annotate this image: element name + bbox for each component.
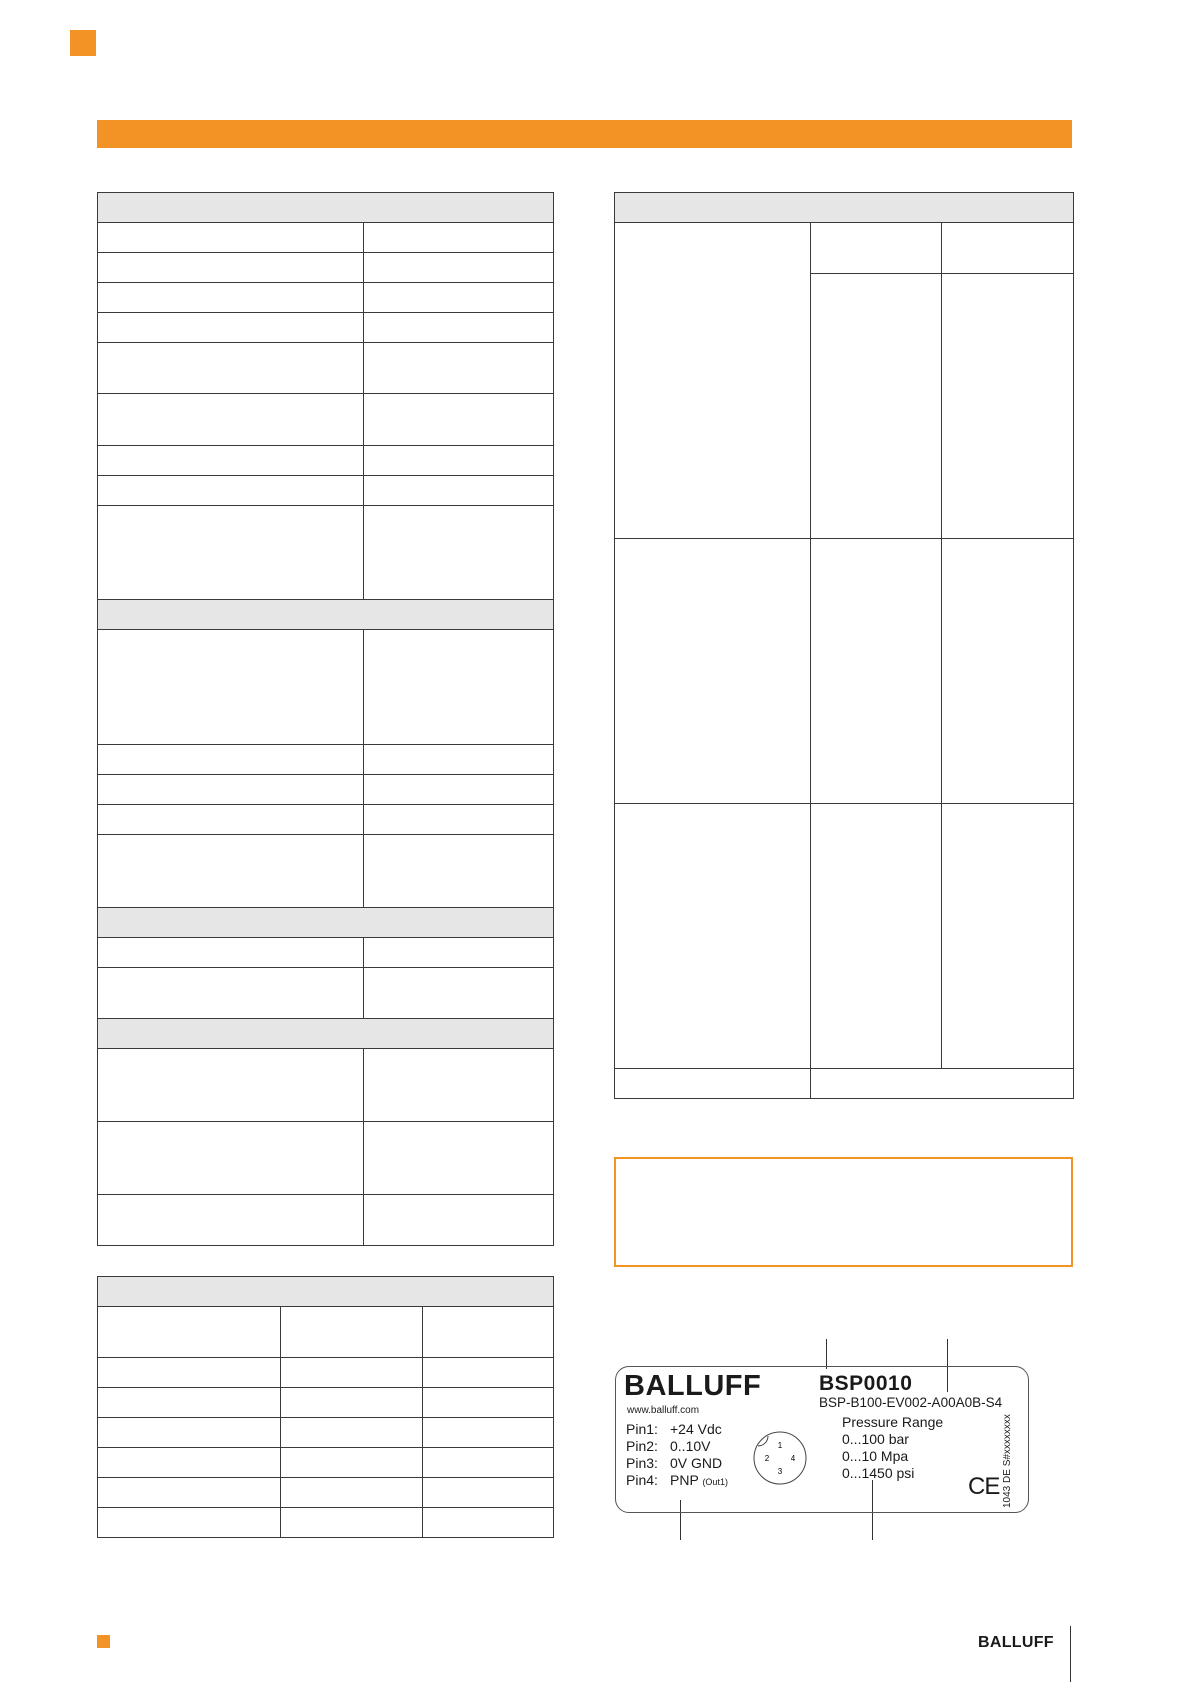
- connector-pin-4: 4: [790, 1454, 796, 1463]
- spec-table-bottom-left: [97, 1276, 554, 1538]
- pin-note: (Out1): [702, 1477, 728, 1487]
- spec-table-left: [97, 192, 554, 1246]
- pin-value: 0..10V: [670, 1438, 711, 1454]
- section-header: [98, 1019, 554, 1049]
- model-code: BSP0010: [819, 1372, 913, 1395]
- connector-outline: [754, 1432, 806, 1484]
- pin-value: PNP: [670, 1472, 699, 1488]
- connector-key: [758, 1436, 768, 1446]
- pin-label: Pin3:: [626, 1455, 658, 1471]
- section-header: [98, 1277, 554, 1307]
- pin-label: Pin4:: [626, 1472, 658, 1488]
- pin-row: [626, 1421, 722, 1437]
- connector-pin-3: 3: [777, 1467, 783, 1476]
- pin-row: [626, 1455, 722, 1471]
- brand-website: www.balluff.com: [627, 1405, 700, 1416]
- connector-pin-1: 1: [777, 1441, 783, 1450]
- corner-marker: [70, 30, 96, 56]
- pressure-range-psi: 0...1450 psi: [842, 1465, 915, 1481]
- pin-label: Pin2:: [626, 1438, 658, 1454]
- ce-mark: CE: [968, 1473, 1000, 1500]
- section-header: [98, 193, 554, 223]
- footer-divider: [1070, 1626, 1071, 1682]
- note-box: [614, 1157, 1073, 1267]
- order-code: BSP-B100-EV002-A00A0B-S4: [819, 1395, 1003, 1410]
- pin-row: [626, 1438, 710, 1454]
- brand-logo: BALLUFF: [624, 1370, 762, 1402]
- serial-number: 1043 DE S#xxxxxxxx: [1002, 1414, 1013, 1508]
- section-header: [98, 600, 554, 630]
- footer-marker: [97, 1635, 110, 1648]
- pressure-range-bar: 0...100 bar: [842, 1431, 909, 1447]
- pin-value: 0V GND: [670, 1455, 723, 1471]
- section-header: [615, 193, 1074, 223]
- pin-label: Pin1:: [626, 1421, 658, 1437]
- leader-line-model: [826, 1339, 827, 1369]
- connector-pin-2: 2: [764, 1454, 770, 1463]
- connector-diagram: [750, 1428, 810, 1488]
- footer-logo: BALLUFF: [978, 1634, 1054, 1651]
- pin-row: [626, 1472, 728, 1488]
- spec-table-right: [614, 192, 1074, 1099]
- pressure-range-mpa: 0...10 Mpa: [842, 1448, 909, 1464]
- pressure-range-title: Pressure Range: [842, 1414, 944, 1430]
- title-bar: [97, 120, 1072, 148]
- section-header: [98, 908, 554, 938]
- pin-value: +24 Vdc: [670, 1421, 722, 1437]
